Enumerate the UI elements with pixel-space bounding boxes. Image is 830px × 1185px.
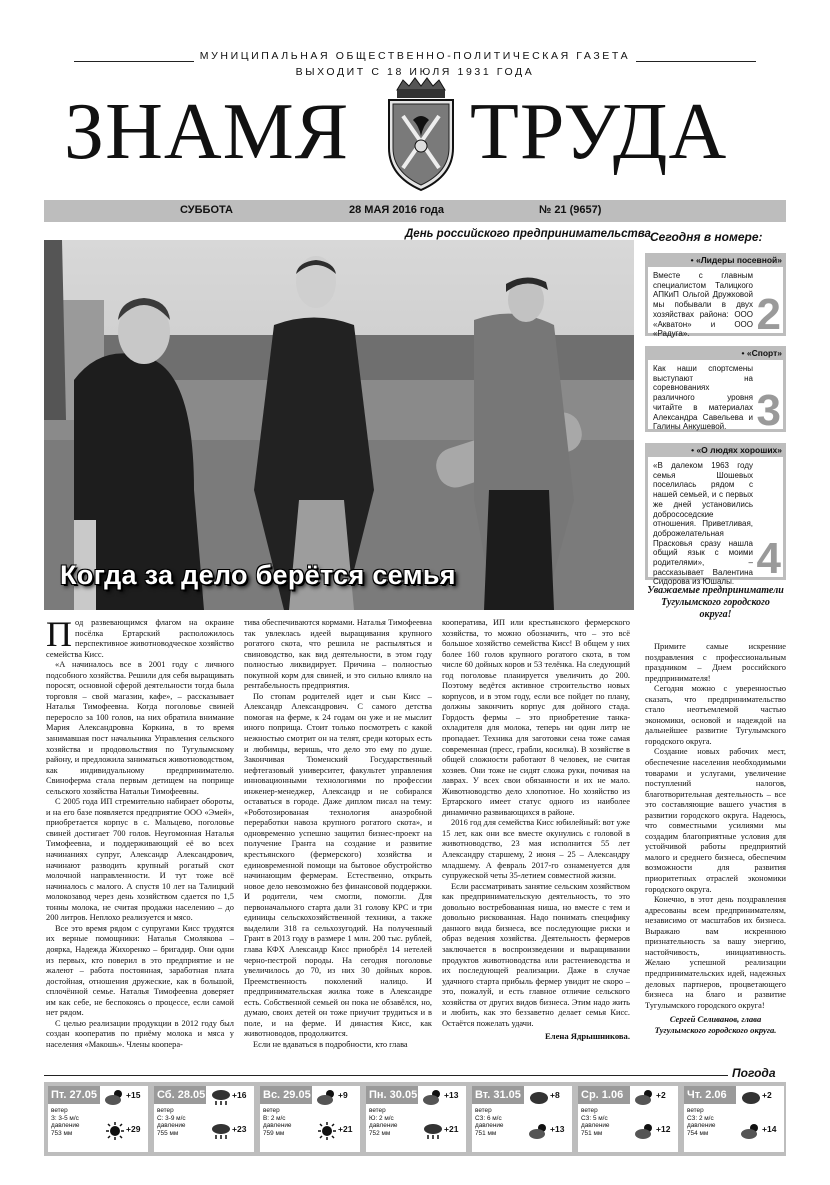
weather-wind: СЗ: 6 м/с	[475, 1114, 502, 1122]
weather-temp-day: +23	[232, 1124, 247, 1134]
partly-cloudy-icon	[634, 1122, 656, 1140]
article-paragraph: тива обеспечиваются кормами. Наталья Тимофеевна так увлеклась идеей выращивания крупного рогатого скота, что решила не распыляться и свиноводство, как вид деятельности, в этом году полностью ликвидирует. Причина – полностью покупной корм для свиней, и это сильно влияло на рентабельность предприятия.	[244, 618, 432, 691]
article-paragraph: Если рассматривать занятие сельским хозяйством как предпринимательскую деятельность, то это довольно востребованная ниша, но вместе с тем и довольно рискованная. Надо понимать специфику данного вида бизнеса, все последующие риски и образ ведения хозяйства. Деятельность фермеров заключается в воспроизведении и выращивании продуктов животноводства или растениеводства и их последующей реализации. Даже в случае удачного старта прибыль фермер увидит не скоро – это, пожалуй, и есть главное отличие сельского хозяйства от других видов бизнеса. Этим надо жить и любить, как это беззаветно делает семья Кисс. Остаётся пожелать удачи.	[442, 881, 630, 1028]
weather-temp-night: +2	[762, 1090, 772, 1100]
weather-date: Вт. 31.05	[472, 1086, 524, 1104]
weather-pressure: 751 мм	[581, 1129, 603, 1137]
article-paragraph: С целью реализации продукции в 2012 году был создан кооператив по приёму молока и мяса у населения «Макошь». Члены коопера-	[46, 1018, 234, 1049]
weather-temp-day: +13	[550, 1124, 565, 1134]
article-paragraph: По стопам родителей идет и сын Кисс – Александр Александрович. С самого детства помогая на ферме, к 24 годам он уже и не мыслит иного поприща. Стоит только посмотреть с какой нежностью смотрит он на телят, среди которых есть и любимцы, веришь, что дело это ему по душе. Закончивая Тюменский Государственный нефтегазовый университет, факультет управления инновационными технологиями по профессии инженер-менеджер, Александр и не собирался оставаться в городе. Даже диплом писал на тему: «Роботозированая технология анаэробной переработки навоза крупного рогатого скота», и одновременно успешно защитил бизнес-проект на получение Гранта на создание и развитие крестьянского (фермерского) хозяйства и единовременной помощи на бытовое обустройство начинающим фермерам. Естественно, открыть новое дело невозможно без финансовой поддержки. И родители, чем смогли, помогли. Для первоначального старта дали 31 голову КРС и три единицы сельскохозяйственной техники, а также выделили 318 га сельхозугодий. На полученный Грант в 2013 году в размере 1 млн. 200 тыс. рублей, глава КФХ Александр Кисс приобрёл 14 нетелей черно-пестрой породы. На сегодня поголовье увеличилось до 70, из них 30 дойных коров. Преемственность поколений налицо. И предпринимательская жилка тоже в Александре есть. Собственной семьей он пока не обзавёлся, но, думаю, своих детей он тоже приучит трудиться и в поле, и на ферме. И династия Кисс, как животноводов, продолжится.	[244, 691, 432, 1039]
article-paragraph: С 2005 года ИП стремительно набирает обороты, и на его базе появляется предприятие ООО «Эмей», приобретается корпус в с. Мальцево, поголовье свиней достигает 700 голов. Неугомонная Наталья Тимофеевна, и поддерживающий её во всех начинаниях супруг, Александр Александрович, начинают разводить крупный рогатый скот молочной направленности. И тут тоже всё начиналось с малого. А спустя 10 лет на Талицкий молокозавод через день хозяйством сдается по 1,5 тонны молока, не считая продажи населению – до 200 литров. Неплохо реализуется и мясо.	[46, 797, 234, 923]
sun-icon	[316, 1122, 338, 1140]
weather-temp-night: +9	[338, 1090, 348, 1100]
weather-day: Ср. 1.06 ветер СЗ: 5 м/с давление 751 мм +2 +12	[578, 1086, 678, 1152]
article-paragraph: Под развевающимся флагом на окраине посёлка Ертарский расположилось перспективное животноводческое хозяйство семейства Кисс.	[46, 614, 234, 659]
article-author: Елена Ядрышникова.	[545, 1031, 630, 1042]
date-bar	[44, 200, 786, 222]
article-paragraph: «А начиналось все в 2001 году с личного подсобного хозяйства. Решили для себя выращивать поросят, основной сферой деятельности тогда была торговля – свой магазин, кафе», – рассказывает Наталья Тимофеевна. Когда поголовье свиней переросло за 100 голов, на них обратила внимание Мария Александровна Коркина, в то время занимавшая пост начальника Управления сельского хозяйства и продовольствия по Тугулымскому району, и предложила заниматься животноводством, как индивидуальному предпринимателю. Свиноферма стала первым детищем на поприще сельского хозяйства Натальи Тимофеевны.	[46, 660, 234, 796]
article-paragraph: Все это время рядом с супругами Кисс трудятся их верные помощники: Наталья Смолякова – доярка, Надежда Жихоренко – бригадир. Они одни из первых, кто поверил в это предприятие и не жалеют – работа постоянная, заработная плата достойная, отношения дружеские, как в большой, сплочённой семье. Наталья Тимофеевна доверяет им как себе, не беспокоясь о процессе, если самой нет рядом.	[46, 923, 234, 1018]
lead-photo	[44, 240, 634, 610]
teaser-text: Вместе с главным специалистом Талицкого АПКиП Ольгой Дружковой мы побывали в двух хозяйствах района: ООО «Акватон» и ООО «Радуга».	[653, 271, 753, 339]
weather-temp-night: +15	[126, 1090, 141, 1100]
teaser-text: Как наши спортсмены выступают на соревнованиях различного уровня читайте в материалах Александра Савельева и Галины Анкушевой.	[653, 364, 753, 432]
weather-wind: С: 3-9 м/с	[157, 1114, 186, 1122]
weather-temp-day: +14	[762, 1124, 777, 1134]
article-paragraph: кооператива, ИП или крестьянского фермерского хозяйства, то можно обозначить, что – это всё большое хозяйство семейства Кисс! В общем у них более 160 голов крупного рогатого скота, в том числе 60 дойных коров и 53 телёнка. На следующий год поголовье планируется увеличить до 200. Поэтому ведётся активное строительство новых корпусов, и в этом году, если все пойдет по плану, должны закончить корпус для дойного стада. Гордость фермы – это приобретение танка-охладителя для молока, теперь ни один литр не пропадает. Техника для заготовки сена тоже самая современная (пресс, грабли, косилка). В хозяйстве в общей сложности работают 8 человек, не считая хозяев. Они тоже не сидят сложа руки, почивая на лаврах. У всех свои обязанности и их не мало. Животноводство дело хлопотное. Но хозяйство из Ертарского имеет статус одного из наиболее динамично развивающихся в районе.	[442, 618, 630, 817]
issue-date: 28 МАЯ 2016 года	[349, 204, 444, 216]
teaser-page-number: 2	[756, 290, 781, 339]
weather-pressure: 759 мм	[263, 1129, 285, 1137]
weather-date: Вс. 29.05	[260, 1086, 312, 1104]
greeting-paragraph: Примите самые искренние поздравления с профессиональным праздником – Днем российского предпринимателя!	[645, 642, 786, 683]
coat-of-arms-icon	[383, 76, 459, 194]
weather-wind: В: 2 м/с	[263, 1114, 286, 1122]
article-paragraph: Если не вдаваться в подробности, кто глава	[253, 1039, 408, 1049]
greeting-paragraph: Сегодня можно с уверенностью сказать, что предпринимательство стало неотъемлемой частью экономики, основой и надеждой на дальнейшее развитие Тугулымского городского округа.	[645, 684, 786, 746]
weather-day: Вт. 31.05 ветер СЗ: 6 м/с давление 751 мм +8 +13	[472, 1086, 572, 1152]
teaser-text: «В далеком 1963 году семья Шошевых поселилась рядом с нашей семьей, и с первых же дней установились добрососедские отношения. Приветливая, доброжелательная Прасковья сразу нашла общий язык с моими родителями», – рассказывает Валентина Сидорова из Юшалы.	[653, 461, 753, 587]
sun-icon	[104, 1122, 126, 1140]
teaser-page-number: 4	[756, 534, 781, 583]
article-column-3	[442, 618, 630, 1042]
partly-cloudy-icon	[740, 1122, 762, 1140]
weather-day: Сб. 28.05 ветер С: 3-9 м/с давление 755 мм +16 +23	[154, 1086, 254, 1152]
teaser-tag: • «О людях хороших»	[691, 445, 782, 455]
weather-temp-day: +21	[338, 1124, 353, 1134]
partly-cloudy-icon	[422, 1088, 444, 1106]
weather-date: Чт. 2.06	[684, 1086, 736, 1104]
partly-cloudy-icon	[634, 1088, 656, 1106]
greeting-heading: Уважаемые предприниматели Тугулымского городского округа!	[647, 585, 784, 620]
weather-pressure: 753 мм	[51, 1129, 73, 1137]
weather-temp-night: +13	[444, 1090, 459, 1100]
weather-wind: СЗ: 5 м/с	[581, 1114, 608, 1122]
greeting-text	[645, 642, 786, 1035]
weather-temp-night: +2	[656, 1090, 666, 1100]
weather-rule	[44, 1075, 728, 1076]
weather-date: Пн. 30.05	[366, 1086, 418, 1104]
teaser-page-4[interactable]	[645, 443, 786, 587]
drop-cap: П	[46, 614, 72, 654]
weather-date: Ср. 1.06	[578, 1086, 630, 1104]
weather-wind: СЗ: 2 м/с	[687, 1114, 714, 1122]
partly-cloudy-icon	[104, 1088, 126, 1106]
partly-cloudy-icon	[316, 1088, 338, 1106]
article-column-2	[244, 618, 432, 1050]
sidebar-heading: Сегодня в номере:	[650, 230, 763, 244]
weather-temp-day: +29	[126, 1124, 141, 1134]
rain-cloud-icon	[210, 1088, 232, 1106]
article-column-1	[46, 614, 234, 1050]
greeting-signature: Сергей Селиванов, глава Тугулымского городского округа.	[654, 1014, 777, 1035]
masthead-founded: ВЫХОДИТ С 18 ИЮЛЯ 1931 ГОДА	[295, 66, 535, 78]
weather-temp-day: +12	[656, 1124, 671, 1134]
weather-day: Пн. 30.05 ветер Ю: 2 м/с давление 752 мм +13 +21	[366, 1086, 466, 1152]
teaser-page-2[interactable]	[645, 253, 786, 339]
greeting-paragraph: Конечно, в этот день поздравления адресованы всем предпринимателям, независимо от масштабов их бизнеса. Выражаю вам искреннюю признательность за вашу энергию, настойчивость, инициативность. Желаю успешной реализации предпринимательских идей, надежных деловых партнеров, процветающего бизнеса на благо и развитие Тугулымского городского округа!	[645, 895, 786, 1010]
weather-label: Погода	[732, 1066, 776, 1080]
weather-temp-night: +16	[232, 1090, 247, 1100]
headline: Когда за дело берётся семья	[60, 560, 456, 590]
weather-date: Сб. 28.05	[154, 1086, 206, 1104]
teaser-page-3[interactable]	[645, 346, 786, 435]
masthead-subtitle: МУНИЦИПАЛЬНАЯ ОБЩЕСТВЕННО-ПОЛИТИЧЕСКАЯ ГАЗЕТА	[199, 50, 631, 62]
masthead-title-left: ЗНАМЯ	[64, 88, 350, 176]
weather-pressure: 755 мм	[157, 1129, 179, 1137]
greeting-paragraph: Создание новых рабочих мест, обеспечение населения необходимыми товарами и услугами, увеличение поступлений налогов, благотворительная деятельность – все это составляющие вашего участия в развитии городского округа. Надеюсь, что совместными усилиями мы создадим благоприятные условия для устойчивой работы предприятий малого и среднего бизнеса, обеспечим возможности для развития приоритетных отраслей экономики городского округа.	[645, 747, 786, 894]
weather-wind: Ю: 2 м/с	[369, 1114, 394, 1122]
teaser-tag: • «Спорт»	[741, 348, 782, 358]
rain-cloud-icon	[422, 1122, 444, 1140]
teaser-page-number: 3	[756, 386, 781, 435]
issue-weekday: СУББОТА	[180, 204, 233, 216]
partly-cloudy-icon	[528, 1122, 550, 1140]
weather-day: Вс. 29.05 ветер В: 2 м/с давление 759 мм +9 +21	[260, 1086, 360, 1152]
cloud-icon	[740, 1088, 762, 1106]
weather-wind: З: 3-5 м/с	[51, 1114, 79, 1122]
section-label: День российского предпринимательства	[405, 228, 651, 240]
issue-number: № 21 (9657)	[539, 204, 602, 216]
article-paragraph: 2016 год для семейства Кисс юбилейный: вот уже 15 лет, как они все вместе окунулись с головой в животноводство, 23 мая исполнится 55 лет Александру старшему, 2 июня – 25 – Александру младшему. А февраль 2017-го ознаменуется для супружеской четы 35-летием совместной жизни.	[442, 818, 630, 881]
weather-day: Пт. 27.05 ветер З: 3-5 м/с давление 753 мм +15 +29	[48, 1086, 148, 1152]
teaser-tag: • «Лидеры посевной»	[690, 255, 782, 265]
weather-day: Чт. 2.06 ветер СЗ: 2 м/с давление 754 мм +2 +14	[684, 1086, 784, 1152]
weather-temp-day: +21	[444, 1124, 459, 1134]
weather-date: Пт. 27.05	[48, 1086, 100, 1104]
cloud-icon	[528, 1088, 550, 1106]
weather-pressure: 751 мм	[475, 1129, 497, 1137]
masthead-title-right: ТРУДА	[470, 88, 728, 176]
weather-strip	[44, 1082, 786, 1156]
weather-pressure: 754 мм	[687, 1129, 709, 1137]
weather-pressure: 752 мм	[369, 1129, 391, 1137]
rain-cloud-icon	[210, 1122, 232, 1140]
weather-temp-night: +8	[550, 1090, 560, 1100]
